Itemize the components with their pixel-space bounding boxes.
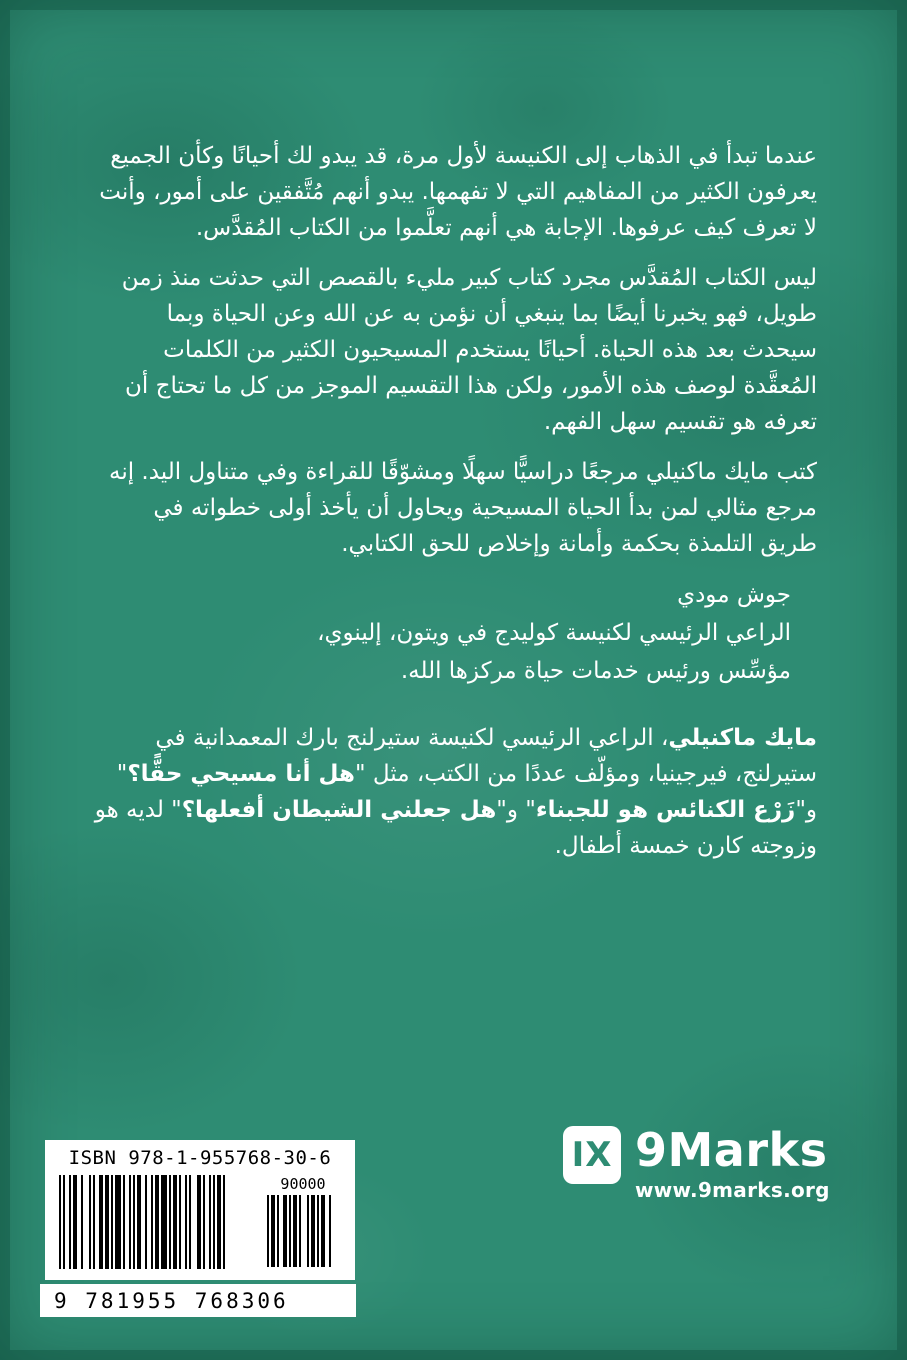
endorser-title-line1: الراعي الرئيسي لكنيسة كوليدج في ويتون، إلينوي، (317, 620, 791, 646)
author-bio: مايك ماكنيلي، الراعي الرئيسي لكنيسة ستيرلنج بارك المعمدانية في ستيرلنج، فيرجينيا، ومؤلّف عددًا من الكتب، مثل "هل أنا مسيحي حقًّا؟" و"زَرْع الكنائس هو للجبناء" و"هل جعلني الشيطان أفعلها؟" لديه هو وزوجته كارن خمسة أطفال. (94, 725, 817, 859)
endorsement-paragraph: كتب مايك ماكنيلي مرجعًا دراسيًّا سهلًا ومشوّقًا للقراءة وفي متناول اليد. إنه مرجع مثالي لمن بدأ الحياة المسيحية ويحاول أن يأخذ أولى خطواته في طريق التلمذة بحكمة وأمانة وإخلاص للحق الكتابي. (108, 459, 817, 557)
isbn-label: ISBN 978-1-955768-30-6 (68, 1147, 332, 1169)
price-addon (267, 1175, 339, 1267)
isbn-barcode-block (45, 1140, 355, 1280)
barcode-bars-row (45, 1169, 355, 1269)
blurb-paragraph-2: ليس الكتاب المُقدَّس مجرد كتاب كبير مليء بالقصص التي حدثت منذ زمن طويل، فهو يخبرنا أيضًا بما ينبغي أن نؤمن به عن الله وعن الحياة وبما سيحدث بعد هذه الحياة. أحيانًا يستخدم المسيحيون الكثير من الكلمات المُعقَّدة لوصف هذه الأمور، ولكن هذا التقسيم الموجز من كل ما تحتاج أن تعرفه هو تقسيم سهل الفهم. (121, 265, 817, 435)
isbn-digits: 9 781955 768306 (54, 1288, 289, 1313)
publisher-url: www.9marks.org (635, 1178, 830, 1202)
isbn-number-strip (40, 1284, 356, 1317)
ean-barcode (59, 1175, 259, 1269)
addon-barcode (267, 1195, 339, 1267)
price-addon-code: 90000 (280, 1175, 326, 1193)
endorser-attribution (90, 576, 817, 690)
ninemarks-ix-icon (563, 1126, 621, 1184)
publisher-logo (563, 1123, 830, 1202)
endorser-name: جوش مودي (677, 582, 791, 608)
publisher-text (635, 1123, 830, 1202)
ninemarks-ix-letters: IX (571, 1135, 613, 1175)
blurb-paragraph-1: عندما تبدأ في الذهاب إلى الكنيسة لأول مرة، قد يبدو لك أحيانًا وكأن الجميع يعرفون الكثير من المفاهيم التي لا تفهمها. يبدو أنهم مُتَّفقين على أمور، وأنت لا تعرف كيف عرفوها. الإجابة هي أنهم تعلَّموا من الكتاب المُقدَّس. (99, 143, 817, 241)
publisher-name: 9Marks (635, 1123, 828, 1177)
back-cover-text (90, 138, 817, 864)
endorser-title-line2: مؤسِّس ورئيس خدمات حياة مركزها الله. (400, 658, 791, 684)
